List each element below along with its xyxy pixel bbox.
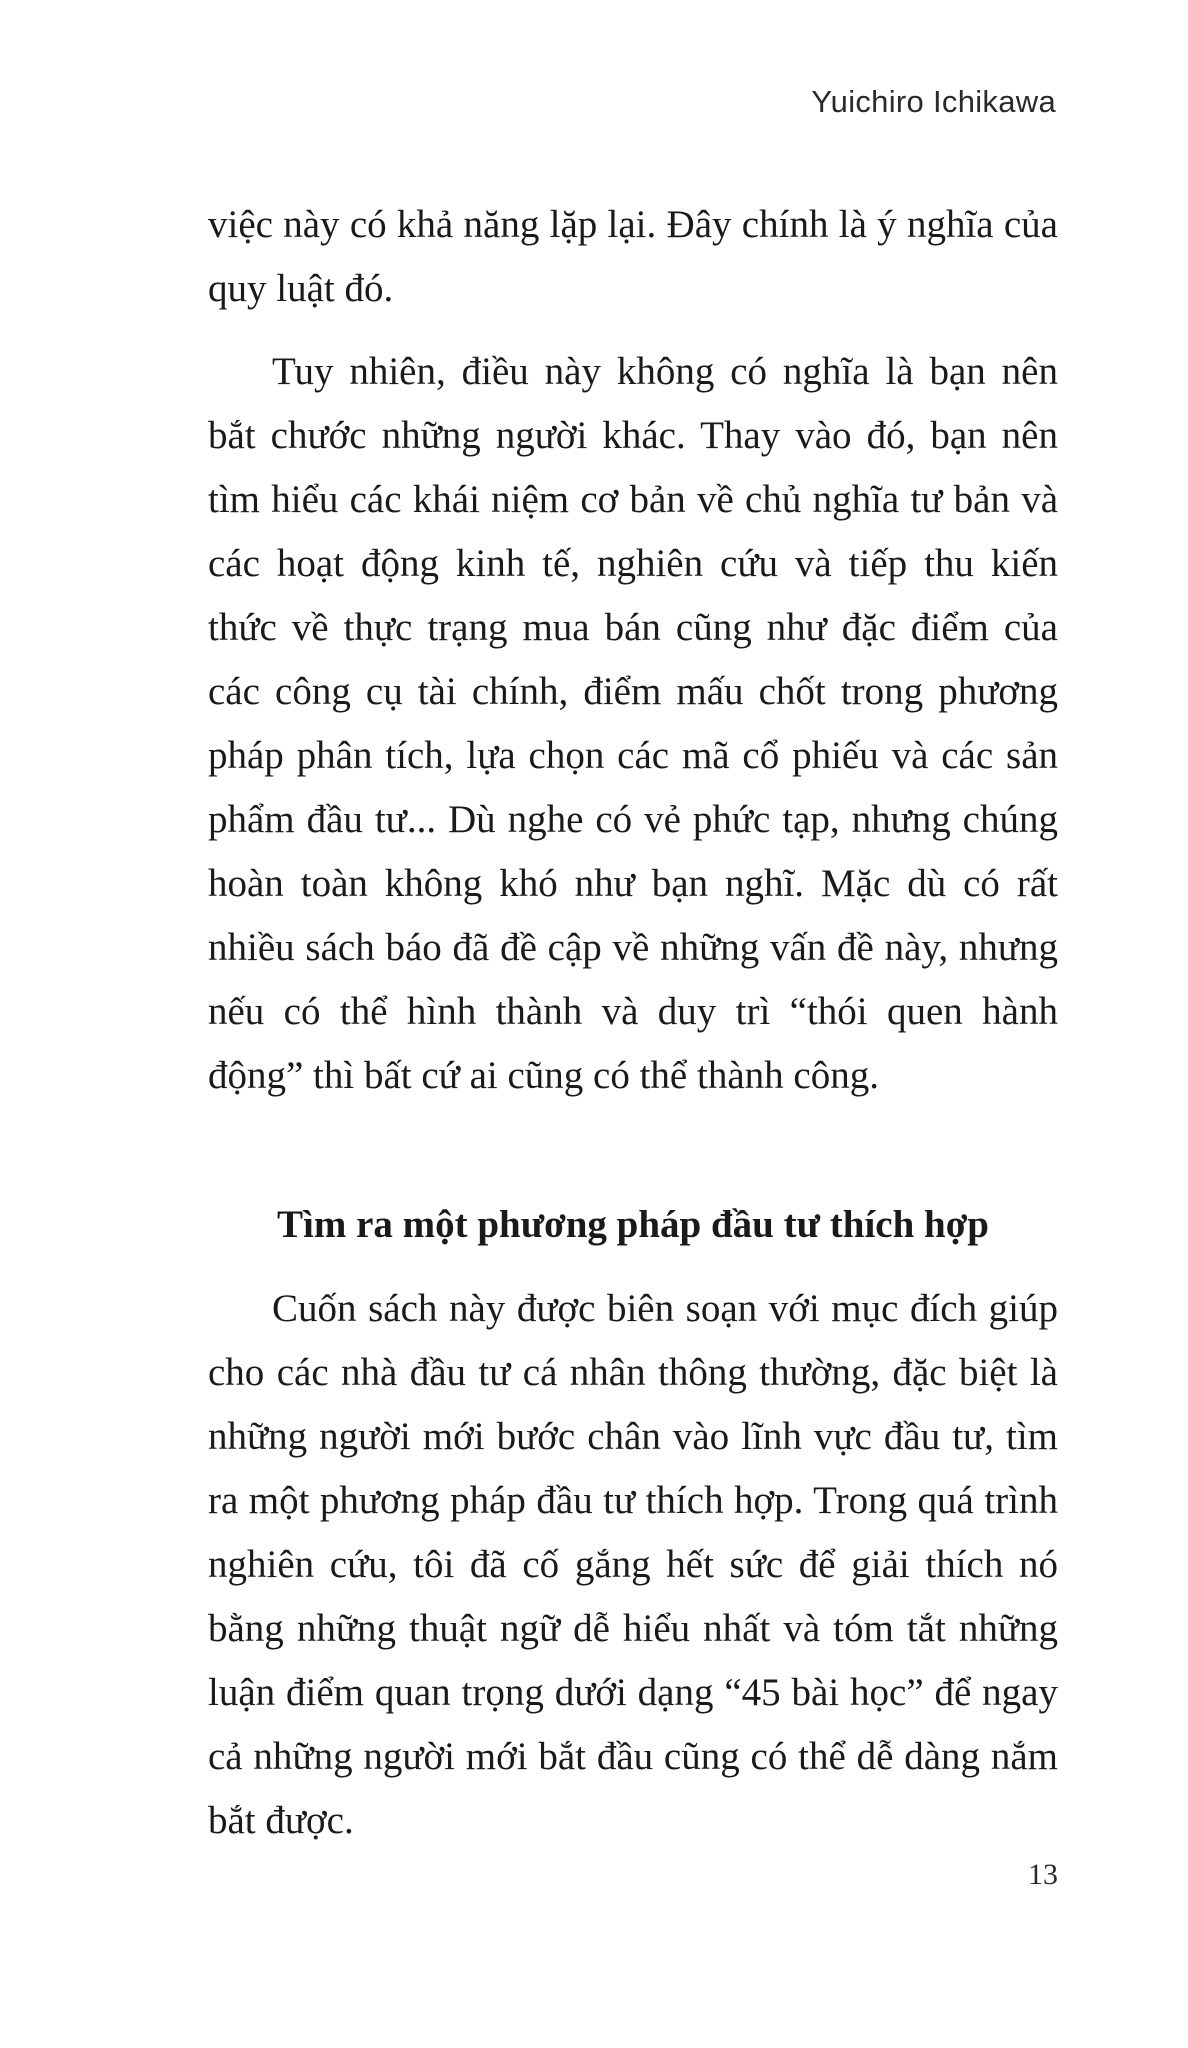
section-paragraph <box>208 1277 1058 1853</box>
paragraph-text: Cuốn sách này được biên soạn với mục đích giúp cho các nhà đầu tư cá nhân thông thường, đặc biệt là những người mới bước chân vào lĩnh vực đầu tư, tìm ra một phương pháp đầu tư thích hợp. Trong quá trình nghiên cứu, tôi đã cố gắng hết sức để giải thích nó bằng những thuật ngữ dễ hiểu nhất và tóm tắt những luận điểm quan trọng dưới dạng “45 bài học” để ngay cả những người mới bắt đầu cũng có thể dễ dàng nắm bắt được. <box>208 1287 1058 1842</box>
page-number: 13 <box>1028 1858 1058 1891</box>
paragraph-continuation <box>208 193 1058 321</box>
running-header-author: Yuichiro Ichikawa <box>811 84 1056 119</box>
section-heading: Tìm ra một phương pháp đầu tư thích hợp <box>276 1203 990 1246</box>
paragraph-text: việc này có khả năng lặp lại. Đây chính là ý nghĩa của quy luật đó. <box>208 203 1058 310</box>
paragraph-body <box>208 340 1058 1108</box>
paragraph-text: Tuy nhiên, điều này không có nghĩa là bạn nên bắt chước những người khác. Thay vào đó, bạn nên tìm hiểu các khái niệm cơ bản về chủ nghĩa tư bản và các hoạt động kinh tế, nghiên cứu và tiếp thu kiến thức về thực trạng mua bán cũng như đặc điểm của các công cụ tài chính, điểm mấu chốt trong phương pháp phân tích, lựa chọn các mã cổ phiếu và các sản phẩm đầu tư... Dù nghe có vẻ phức tạp, nhưng chúng hoàn toàn không khó như bạn nghĩ. Mặc dù có rất nhiều sách báo đã đề cập về những vấn đề này, nhưng nếu có thể hình thành và duy trì “thói quen hành động” thì bất cứ ai cũng có thể thành công. <box>208 350 1058 1097</box>
